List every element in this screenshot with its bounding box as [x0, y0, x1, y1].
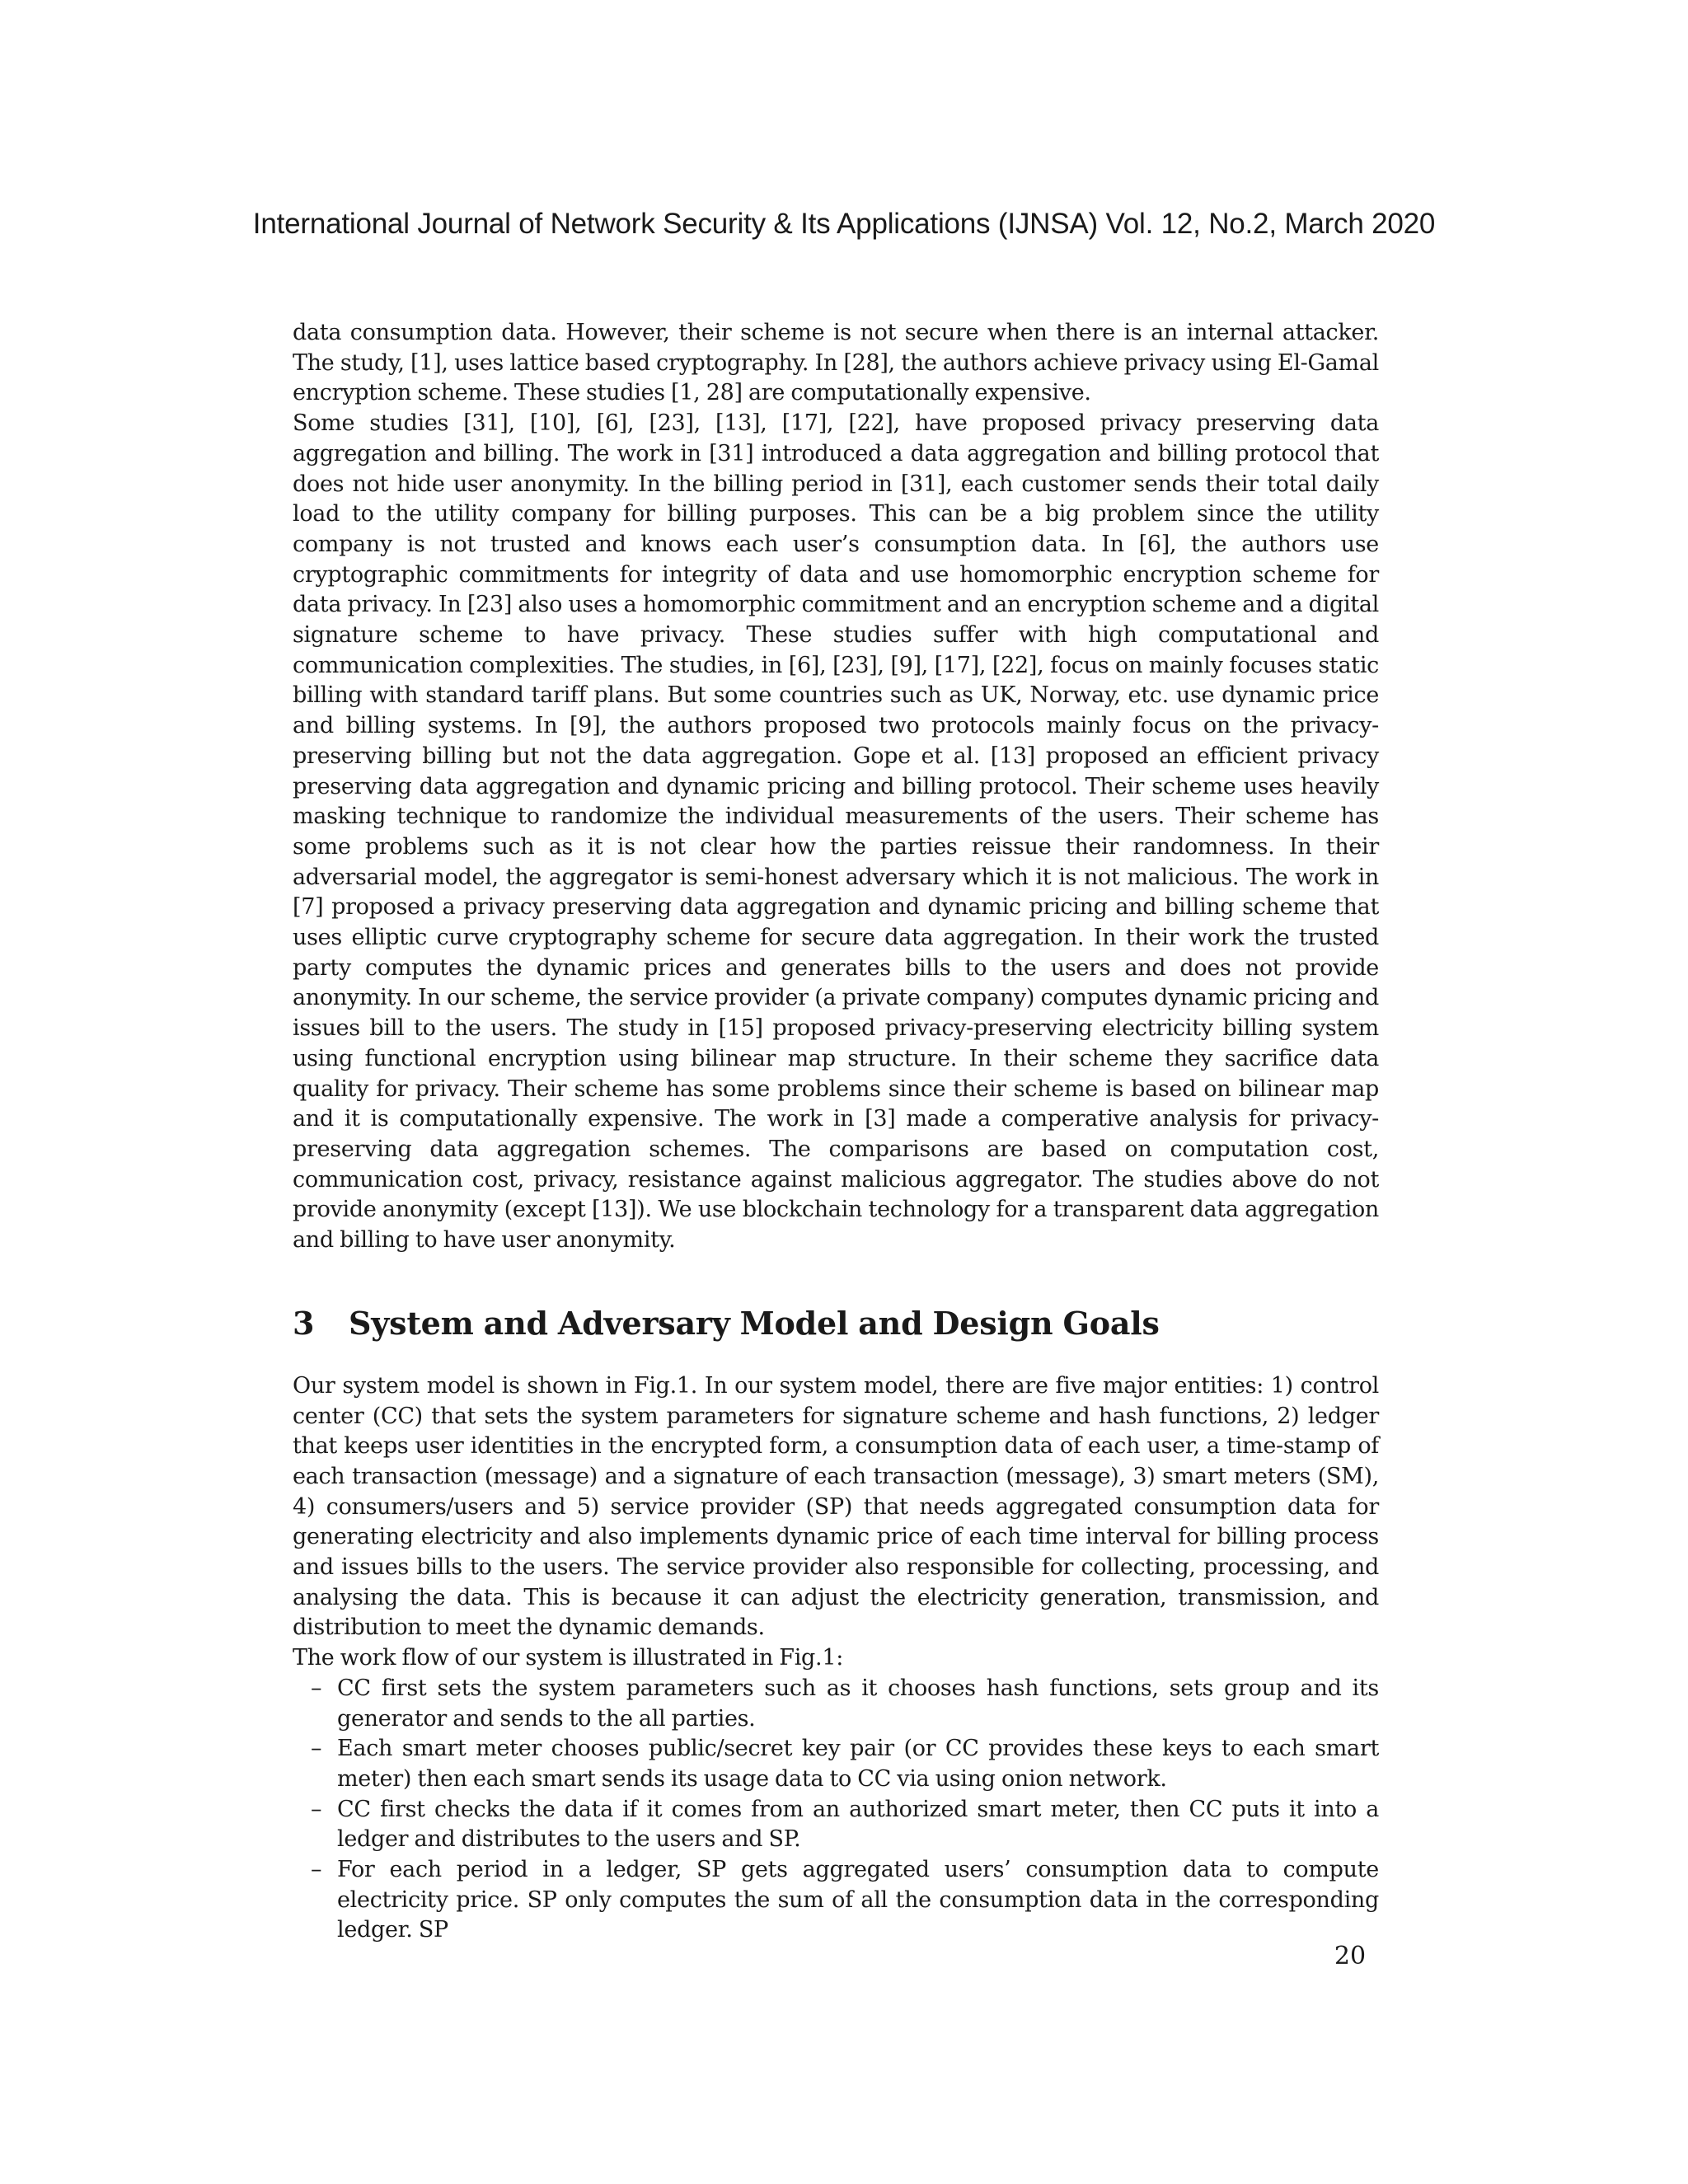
- page-number: 20: [1334, 1942, 1367, 1971]
- list-item: [293, 1734, 1379, 1794]
- paragraph-related-work-end: data consumption data. However, their scheme is not secure when there is an internal attacker. The study, [1], uses lattice based cryptography. In [28], the authors achieve privacy using El-Gamal encryption scheme. These studies [1, 28] are computationally expensive.: [293, 320, 1379, 406]
- list-bullet-marker: –: [311, 1675, 322, 1701]
- paragraph-work-flow-intro: The work flow of our system is illustrated in Fig.1:: [293, 1645, 843, 1671]
- section-number: 3: [293, 1304, 315, 1342]
- section-heading: [293, 1304, 1379, 1343]
- section-title: System and Adversary Model and Design Goals: [349, 1304, 1160, 1342]
- list-bullet-marker: –: [311, 1857, 322, 1883]
- work-flow-list: [293, 1674, 1379, 1946]
- list-item: [293, 1674, 1379, 1734]
- paragraph-related-work-billing: Some studies [31], [10], [6], [23], [13], [17], [22], have proposed privacy preserving data aggregation and billing. The work in [31] introduced a data aggregation and billing protocol that does not hide user anonymity. In the billing period in [31], each customer sends their total daily load to the utility company for billing purposes. This can be a big problem since the utility company is not trusted and knows each user’s consumption data. In [6], the authors use cryptographic commitments for integrity of data and use homomorphic encryption scheme for data privacy. In [23] also uses a homomorphic commitment and an encryption scheme and a digital signature scheme to have privacy. These studies suffer with high computational and communication complexities. The studies, in [6], [23], [9], [17], [22], focus on mainly focuses static billing with standard tariff plans. But some countries such as UK, Norway, etc. use dynamic price and billing systems. In [9], the authors proposed two protocols mainly focus on the privacy-preserving billing but not the data aggregation. Gope et al. [13] proposed an efficient privacy preserving data aggregation and dynamic pricing and billing protocol. Their scheme uses heavily masking technique to randomize the individual measurements of the users. Their scheme has some problems such as it is not clear how the parties reissue their randomness. In their adversarial model, the aggregator is semi-honest adversary which it is not malicious. The work in [7] proposed a privacy preserving data aggregation and dynamic pricing and billing scheme that uses elliptic curve cryptography scheme for secure data aggregation. In their work the trusted party computes the dynamic prices and generates bills to the users and does not provide anonymity. In our scheme, the service provider (a private company) computes dynamic pricing and issues bill to the users. The study in [15] proposed privacy-preserving electricity billing system using functional encryption using bilinear map structure. In their scheme they sacrifice data quality for privacy. Their scheme has some problems since their scheme is based on bilinear map and it is computationally expensive. The work in [3] made a comperative analysis for privacy-preserving data aggregation schemes. The comparisons are based on computation cost, communication cost, privacy, resistance against malicious aggregator. The studies above do not provide anonymity (except [13]). We use blockchain technology for a transparent data aggregation and billing to have user anonymity.: [293, 410, 1379, 1254]
- list-item-text: For each period in a ledger, SP gets aggregated users’ consumption data to compute electricity price. SP only computes the sum of all the consumption data in the corresponding ledger. SP: [337, 1857, 1379, 1943]
- paragraph-system-model: Our system model is shown in Fig.1. In our system model, there are five major entities: 1) control center (CC) that sets the system parameters for signature scheme and hash functions, 2) ledger that keeps user identities in the encrypted form, a consumption data of each user, a time-stamp of each transaction (message) and a signature of each transaction (message), 3) smart meters (SM), 4) consumers/users and 5) service provider (SP) that needs aggregated consumption data for generating electricity and also implements dynamic price of each time interval for billing process and issues bills to the users. The service provider also responsible for collecting, processing, and analysing the data. This is because it can adjust the electricity generation, transmission, and distribution to meet the dynamic demands.: [293, 1372, 1379, 1641]
- list-item: [293, 1795, 1379, 1855]
- running-header: International Journal of Network Security & Its Applications (IJNSA) Vol. 12, No.2, March 2020: [252, 208, 1436, 240]
- list-item-text: CC first sets the system parameters such as it chooses hash functions, sets group and its generator and sends to the all parties.: [337, 1675, 1379, 1732]
- list-bullet-marker: –: [311, 1736, 322, 1762]
- list-bullet-marker: –: [311, 1796, 322, 1822]
- page-body: [293, 318, 1379, 1946]
- list-item-text: CC first checks the data if it comes from an authorized smart meter, then CC puts it into a ledger and distributes to the users and SP.: [337, 1796, 1379, 1853]
- list-item-text: Each smart meter chooses public/secret key pair (or CC provides these keys to each smart meter) then each smart sends its usage data to CC via using onion network.: [337, 1736, 1379, 1792]
- list-item: [293, 1855, 1379, 1946]
